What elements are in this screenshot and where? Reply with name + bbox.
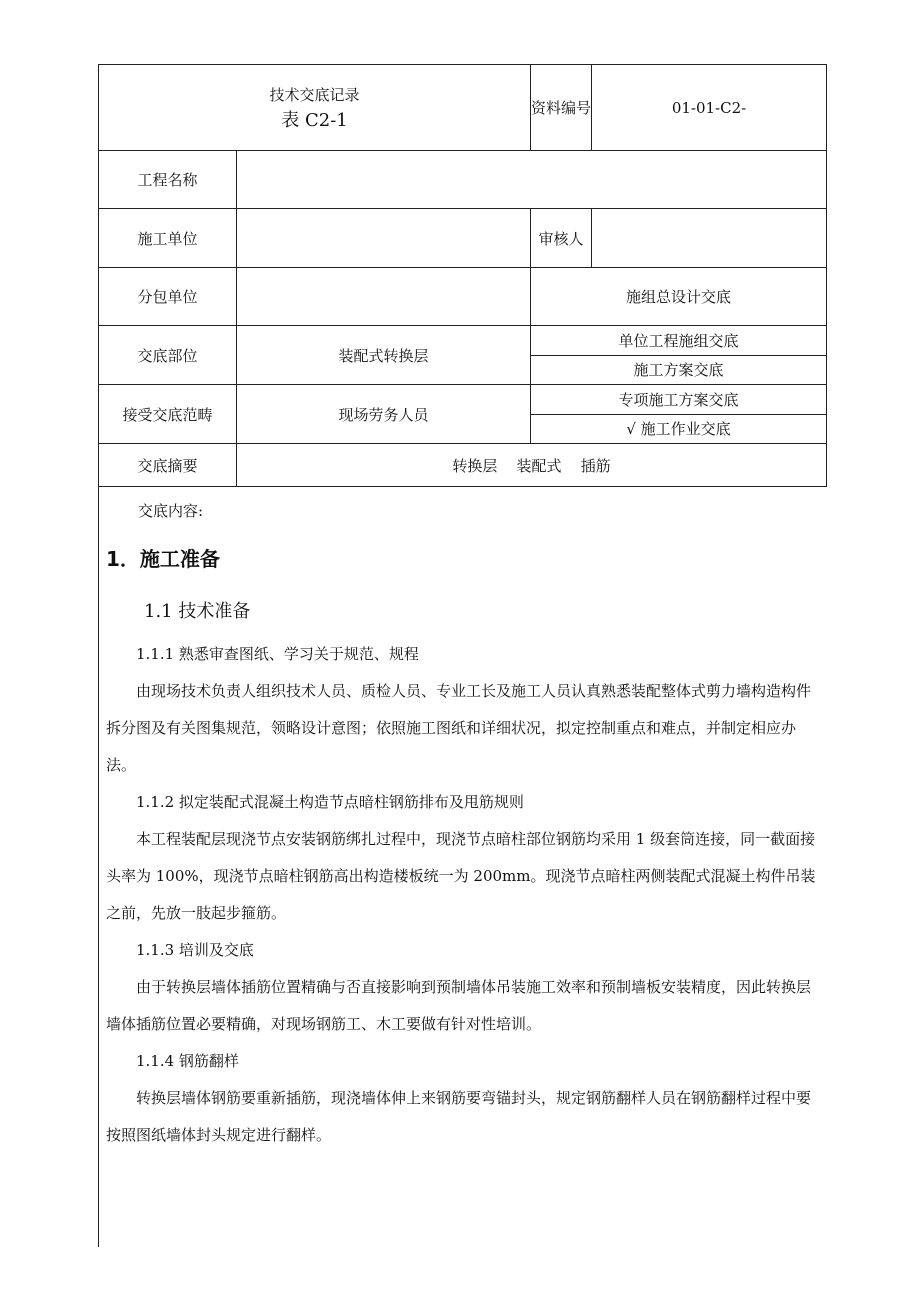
construction-unit-value[interactable]	[237, 209, 531, 268]
form-title-cell	[99, 65, 531, 151]
doc-number-value[interactable]: 01-01-C2-	[592, 65, 827, 151]
disclosure-part-label: 交底部位	[99, 326, 237, 385]
record-form	[98, 64, 826, 487]
content-intro: 交底内容:	[138, 502, 204, 520]
form-title: 技术交底记录	[269, 85, 360, 104]
reviewer-value[interactable]	[592, 209, 827, 268]
scope-value[interactable]: 现场劳务人员	[237, 385, 531, 444]
disclosure-type-0[interactable]: 施组总设计交底	[531, 268, 827, 326]
doc-number-label: 资料编号	[531, 65, 592, 151]
summary-label: 交底摘要	[99, 444, 237, 487]
disclosure-type-2[interactable]: 施工方案交底	[531, 355, 826, 384]
section-1-1-3-text: 由于转换层墙体插筋位置精确与否直接影响到预制墙体吊装施工效率和预制墙板安装精度，因此转换层墙体插筋位置必要精确，对现场钢筋工、木工要做有针对性培训。	[106, 978, 812, 1033]
section-1-1-4-text: 转换层墙体钢筋要重新插筋，现浇墙体伸上来钢筋要弯锚封头，规定钢筋翻样人员在钢筋翻样过程中要按照图纸墙体封头规定进行翻样。	[106, 1089, 812, 1144]
section-1-1-4-title: 1.1.4 钢筋翻样	[136, 1052, 239, 1070]
disclosure-type-group-b	[531, 385, 827, 444]
subcontractor-label: 分包单位	[99, 268, 237, 326]
scope-label: 接受交底范畴	[99, 385, 237, 444]
disclosure-type-1[interactable]: 单位工程施组交底	[618, 331, 739, 350]
section-1-1-3-title: 1.1.3 培训及交底	[136, 941, 254, 959]
disclosure-type-group-a	[531, 326, 827, 385]
section-1-1-2-text: 本工程装配层现浇节点安装钢筋绑扎过程中，现浇节点暗柱部位钢筋均采用 1 级套筒连接，同一截面接头率为 100%，现浇节点暗柱钢筋高出构造楼板统一为 200mm。现浇节点暗柱两侧装配式混凝土构件吊装之前，先放一肢起步箍筋。	[106, 830, 816, 922]
project-name-value[interactable]	[237, 151, 827, 209]
header-table	[98, 64, 827, 487]
section-1-1-1-text: 由现场技术负责人组织技术人员、质检人员、专业工长及施工人员认真熟悉装配整体式剪力墙构造构件拆分图及有关图集规范，领略设计意图；依照施工图纸和详细状况，拟定控制重点和难点，并制定相应办法。	[106, 682, 812, 774]
disclosure-part-value[interactable]: 装配式转换层	[237, 326, 531, 385]
section-1-1-1-title: 1.1.1 熟悉审查图纸、学习关于规范、规程	[136, 645, 419, 663]
section-heading-1-1: 1.1 技术准备	[144, 601, 251, 622]
content-left-border	[98, 487, 99, 1247]
disclosure-type-4-checked[interactable]: √ 施工作业交底	[531, 414, 826, 443]
project-name-label: 工程名称	[99, 151, 237, 209]
disclosure-content	[106, 490, 822, 1154]
disclosure-type-3[interactable]: 专项施工方案交底	[618, 390, 739, 409]
section-heading-1: 1．施工准备	[106, 547, 220, 571]
form-number: 表 C2-1	[281, 109, 348, 131]
section-1-1-2-title: 1.1.2 拟定装配式混凝土构造节点暗柱钢筋排布及甩筋规则	[136, 793, 524, 811]
subcontractor-value[interactable]	[237, 268, 531, 326]
reviewer-label: 审核人	[531, 209, 592, 268]
construction-unit-label: 施工单位	[99, 209, 237, 268]
summary-value[interactable]: 转换层 装配式 插筋	[237, 444, 827, 487]
